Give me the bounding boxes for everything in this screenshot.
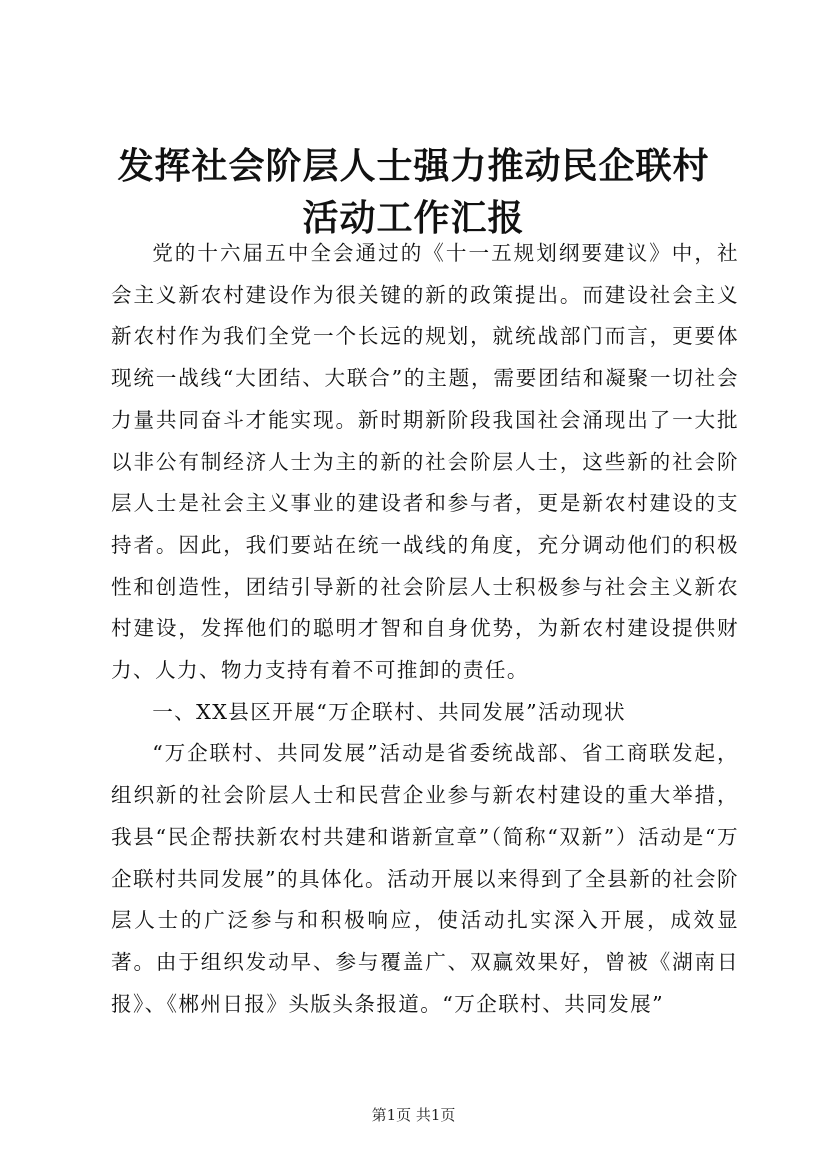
paragraph-intro: 党的十六届五中全会通过的《十一五规划纲要建议》中，社会主义新农村建设作为很关键的新的政策提出。而建设社会主义新农村作为我们全党一个长远的规划，就统战部门而言，更要体现统一战线“大团结、大联合”的主题，需要团结和凝聚一切社会力量共同奋斗才能实现。新时期新阶段我国社会涌现出了一大批以非公有制经济人士为主的新的社会阶层人士，这些新的社会阶层人士是社会主义事业的建设者和参与者，更是新农村建设的支持者。因此，我们要站在统一战线的角度，充分调动他们的积极性和创造性，团结引导新的社会阶层人士积极参与社会主义新农村建设，发挥他们的聪明才智和自身优势，为新农村建设提供财力、人力、物力支持有着不可推卸的责任。 [111,241,739,683]
section-heading: 一、XX县区开展“万企联村、共同发展”活动现状 [152,699,627,724]
page-footer: 第1页 共1页 [371,1106,456,1124]
document-title: 发挥社会阶层人士强力推动民企联村活动工作汇报 [117,145,710,239]
document-body [111,233,739,1025]
paragraph-section-one: “万企联村、共同发展”活动是省委统战部、省工商联发起，组织新的社会阶层人士和民营企业参与新农村建设的重大举措，我县“民企帮扶新农村共建和谐新宣章”（简称“双新”）活动是“万企联村共同发展”的具体化。活动开展以来得到了全县新的社会阶层人士的广泛参与和积极响应，使活动扎实深入开展，成效显著。由于组织发动早、参与覆盖广、双赢效果好，曾被《湖南日报》、《郴州日报》头版头条报道。“万企联村、共同发展” [111,741,739,1016]
